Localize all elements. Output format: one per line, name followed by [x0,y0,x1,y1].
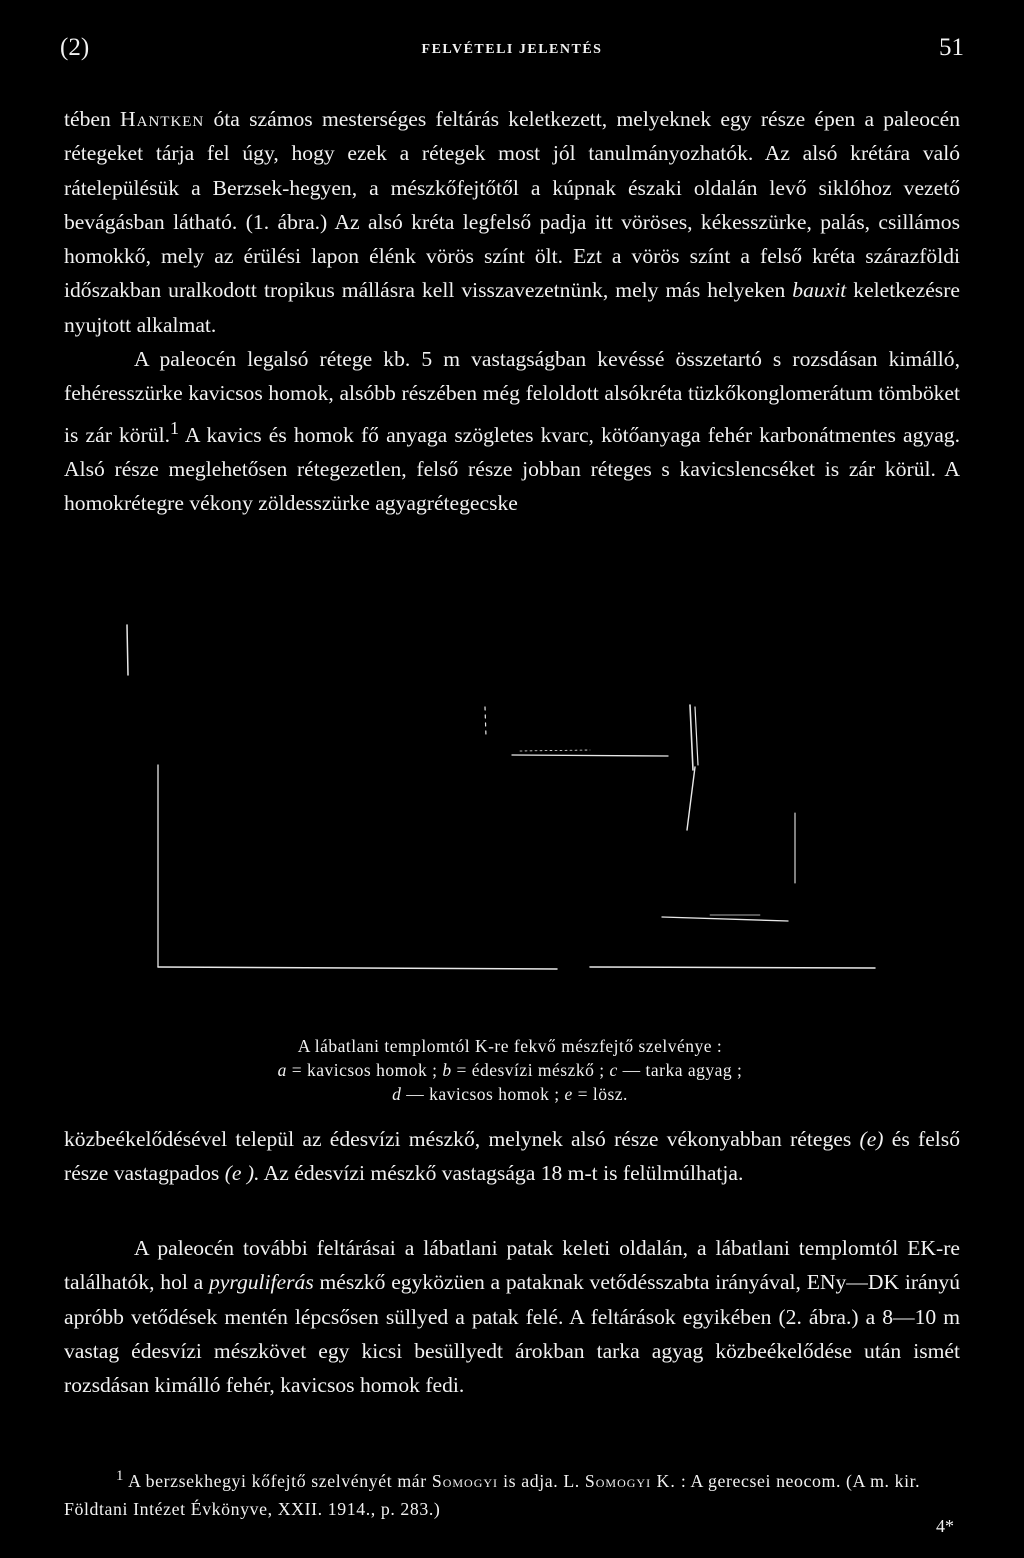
term-italic: pyrguliferás [208,1270,314,1295]
author-name: Somogyi K. [584,1470,676,1491]
page-number: 51 [939,34,964,61]
layer-label: (e) [859,1127,884,1151]
paragraph-4-body [64,1231,960,1402]
header-title: FELVÉTELI JELENTÉS [421,42,603,57]
author-name: Hantken [120,107,205,131]
footnote-body [64,1462,960,1523]
legend-key: b [442,1060,452,1080]
figure-section-drawing [120,615,900,1015]
signature-mark: 4* [936,1516,954,1536]
legend-value: = lösz. [572,1084,628,1104]
footnote-mark: 1 [116,1468,125,1484]
figure-line [687,767,695,830]
text: A kavics és homok fő anyaga szögletes kvarc, kötőanyaga fehér karbonátmentes agyag. Alsó része meglehetősen rétegezetlen, felső része jobban réteges s kavicslencséket is zár körül. A homokrétegre vékony zöldesszürke agyagrétegecske [64,422,960,516]
text: óta számos mesterséges feltárás keletkezett, melyeknek egy része épen a paleocén rétegeket tárja fel úgy, hogy ezek a rétegek most jól tanulmányozhatók. Az alsó krétára való rátelepülésük a Berzsek-hegyen, a mészkőfejtőtől a kúpnak északi oldalán levő siklóhoz vezető bevágásban látható. (1. ábra.) Az alsó kréta legfelső padja itt vöröses, kékesszürke, palás, csillámos homokkő, mely az érülési lapon élénk vörös színt ölt. Ezt a vörös színt a felső kréta szárazföldi időszakban uralkodott tropikus mállásra kell visszavezetnünk, mely más helyeken [64,107,960,303]
legend-value: = kavicsos homok ; [286,1060,443,1080]
figure-line [590,967,875,968]
caption-line-2 [120,1058,900,1082]
text: : A gerecsei neocom. (A m. kir. Földtani Intézet Évkönyve, XXII. 1914., p. 283.) [64,1470,921,1519]
legend-key: a [277,1060,287,1080]
legend-value: — tarka agyag ; [617,1060,743,1080]
caption-line-3 [120,1082,900,1106]
figure-line [485,707,486,737]
text: A paleocén további feltárásai a lábatlani patak keleti oldalán, a lábatlani templomtól EK-re találhatók, hol a [64,1236,960,1295]
text: is adja. L. [498,1470,585,1491]
figure-line [158,967,557,969]
text: mészkő egyközüen a pataknak vetődésszabta irányával, ENy—DK irányú apróbb vetődések mentén lépcsősen süllyed a patak felé. A feltárások egyikében (2. ábra.) a 8—10 m vastag édesvízi mészkövet egy kicsi besüllyedt árokban tarka agyag közbeékelődése után ismét rozsdásan kimálló fehér, kavicsos homok fedi. [64,1270,960,1398]
header-section-number: (2) [60,34,90,61]
text: tében [64,107,121,131]
text: és felső része vastagpados [64,1127,960,1186]
figure-line [512,755,668,756]
figure-line [690,705,693,770]
text: Az édesvízi mészkő vastagsága 18 m-t is felülmúlhatja. [259,1161,744,1186]
term-italic: bauxit [792,278,847,303]
legend-value: — kavicsos homok ; [401,1084,565,1104]
paragraph-2 [64,342,960,521]
running-header [60,34,964,68]
author-name: Somogyi [431,1470,499,1491]
text: A berzsekhegyi kőfejtő szelvényét már [124,1470,432,1491]
legend-key: e [564,1084,573,1104]
footnote-ref: 1 [170,417,179,438]
legend-key: d [392,1084,402,1104]
figure-caption [120,1034,900,1106]
text: keletkezésre nyujtott alkalmat. [64,278,960,337]
text: A paleocén legalsó rétege kb. 5 m vastagságban kevéssé összetartó s rozsdásan kimálló, fehéresszürke kavicsos homok, alsóbb részében még feloldott alsókréta tüzkőkonglomerátum tömböket is zár körül. [64,347,960,447]
paragraph-1 [64,102,960,521]
figure-line [520,750,590,751]
legend-key: c [609,1060,618,1080]
figure-line [127,625,128,675]
figure-line [662,917,788,921]
paragraph-3 [64,1122,960,1191]
paragraph-4 [64,1231,960,1402]
caption-line-1: A lábatlani templomtól K-re fekvő mészfejtő szelvénye : [297,1036,723,1056]
text: közbeékelődésével települ az édesvízi mészkő, melynek alsó része vékonyabban réteges [64,1127,860,1151]
layer-label: (e ). [224,1161,260,1186]
figure-line [695,707,698,765]
footnote [64,1462,960,1523]
legend-value: = édesvízi mészkő ; [451,1060,610,1080]
